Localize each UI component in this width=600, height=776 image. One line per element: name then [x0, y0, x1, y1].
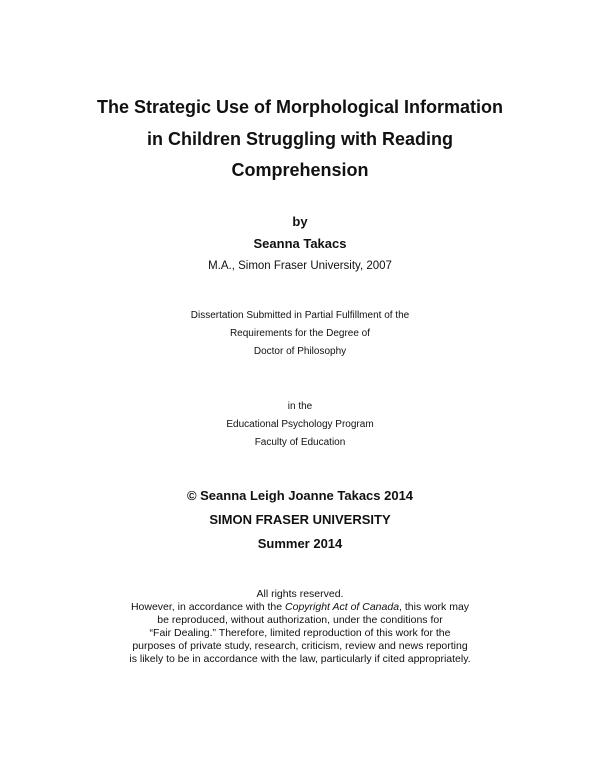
rights-line-4: “Fair Dealing.” Therefore, limited reproduction of this work for the [149, 627, 451, 639]
rights-line-2-before: However, in accordance with the [130, 601, 286, 613]
faculty-name: Faculty of Education [254, 437, 346, 448]
by-label: by [292, 214, 308, 229]
copyright-act-title: Copyright Act of Canada [285, 601, 400, 613]
rights-line-5: purposes of private study, research, criticism, review and news reporting [132, 640, 468, 652]
rights-line-2-after: , this work may [399, 601, 470, 613]
rights-line-2 [0, 601, 600, 613]
submission-line-1: Dissertation Submitted in Partial Fulfillment of the [190, 310, 410, 321]
title-line-3: Comprehension [231, 160, 369, 180]
university-name: SIMON FRASER UNIVERSITY [209, 512, 391, 527]
rights-line-1: All rights reserved. [256, 588, 344, 600]
term: Summer 2014 [257, 536, 343, 551]
prior-degree: M.A., Simon Fraser University, 2007 [208, 260, 392, 272]
title-line-2: in Children Struggling with Reading [147, 129, 453, 149]
in-the-label: in the [287, 401, 313, 412]
rights-line-6: is likely to be in accordance with the law, particularly if cited appropriately. [129, 653, 471, 665]
submission-line-2: Requirements for the Degree of [229, 328, 371, 339]
rights-line-3: be reproduced, without authorization, under the conditions for [157, 614, 443, 626]
title-line-1: The Strategic Use of Morphological Information [96, 97, 504, 117]
submission-line-3: Doctor of Philosophy [253, 346, 347, 357]
program-name: Educational Psychology Program [226, 419, 374, 430]
copyright-holder: © Seanna Leigh Joanne Takacs 2014 [186, 488, 414, 503]
author-name: Seanna Takacs [253, 236, 347, 251]
